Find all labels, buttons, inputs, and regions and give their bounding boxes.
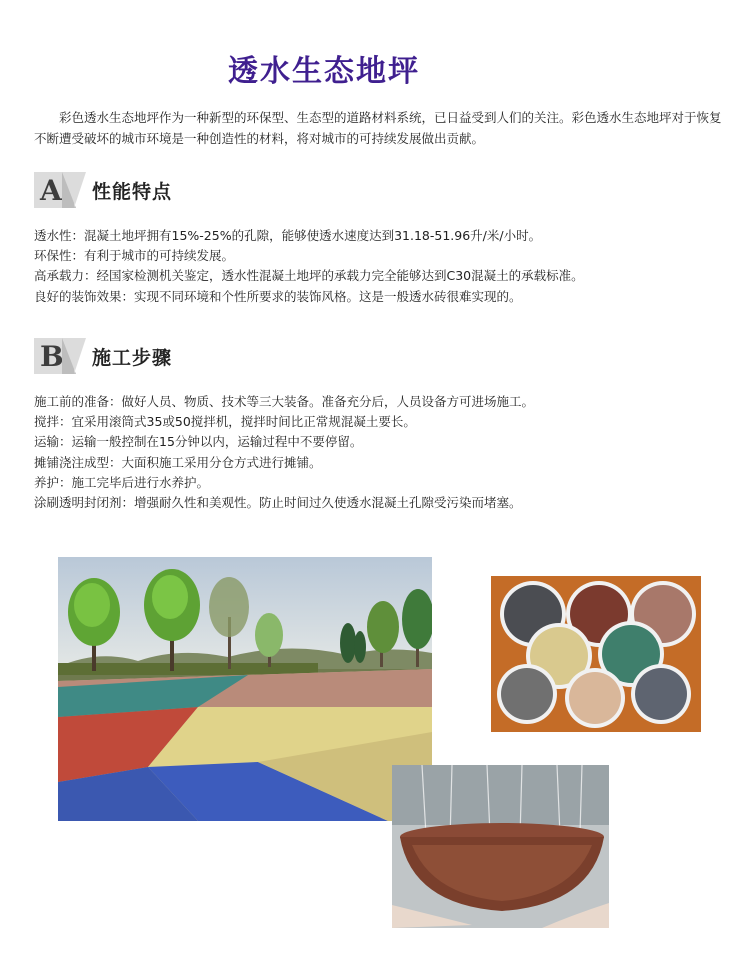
list-item: 涂刷透明封闭剂：增强耐久性和美观性。防止时间过久使透水混凝土孔隙受污染而堵塞。 [34,495,522,511]
list-item: 良好的装饰效果：实现不同环境和个性所要求的装饰风格。这是一般透水砖很难实现的。 [34,288,522,304]
section-b-title: 施工步骤 [92,347,173,369]
list-item: 养护：施工完毕后进行水养护。 [34,474,210,490]
aggregate-bowls-photo [491,576,701,732]
list-item: 运输：运输一般控制在15分钟以内，运输过程中不要停留。 [34,434,363,450]
list-item: 环保性：有利于城市的可持续发展。 [34,248,235,264]
list-item: 施工前的准备：做好人员、物质、技术等三大装备。准备充分后，人员设备方可进场施工。 [34,394,535,409]
intro-paragraph: 彩色透水生态地坪作为一种新型的环保型、生态型的道路材料系统，已日益受到人们的关注。彩色透水生态地坪对于恢复不断遭受破坏的城市环境是一种创造性的材料，将对城市的可持续发展做出贡献。 [34,110,722,146]
section-a-letter: A [40,174,62,207]
list-item: 搅拌：宜采用滚筒式35或50搅拌机，搅拌时间比正常规混凝土要长。 [34,414,416,430]
list-item: 透水性：混凝土地坪拥有15%-25%的孔隙，能够使透水速度达到31.18-51.96升/米/小时。 [34,228,542,243]
section-a-badge [34,172,74,208]
section-a-title: 性能特点 [92,181,173,203]
section-b-letter: B [40,340,64,373]
page-title: 透水生态地坪 [228,54,420,89]
section-b-list [34,392,724,513]
water-permeation-photo [392,765,609,928]
plaza-photo [58,557,432,821]
section-b-heading [34,338,334,374]
section-a-list [34,226,724,307]
list-item: 摊铺浇注成型：大面积施工采用分仓方式进行摊铺。 [34,454,322,470]
section-a-heading [34,172,334,208]
section-b-badge [34,338,74,374]
list-item: 高承载力：经国家检测机关鉴定，透水性混凝土地坪的承载力完全能够达到C30混凝土的承载标准。 [34,268,584,284]
